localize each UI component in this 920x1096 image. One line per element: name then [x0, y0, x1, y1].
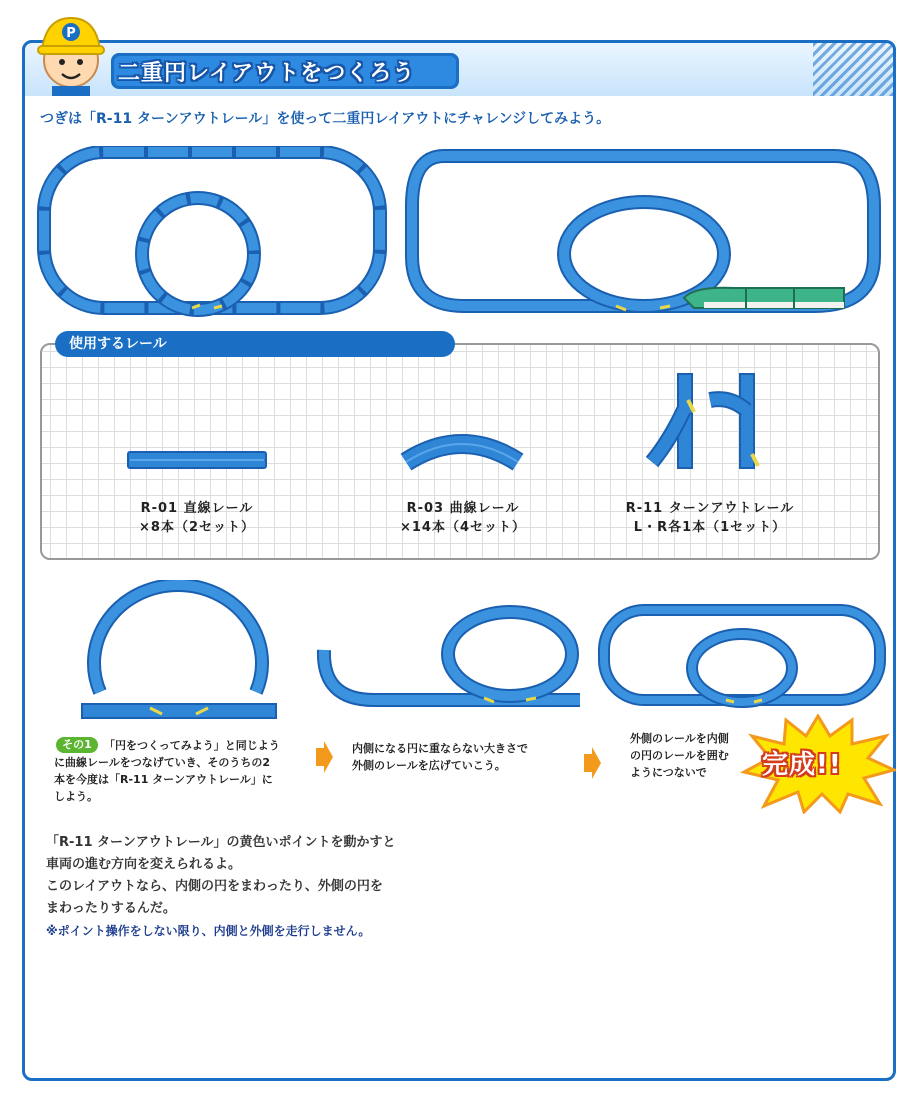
rail-label-r03-name: R-03 曲線レール [406, 501, 520, 516]
straight-rail-icon [126, 448, 268, 472]
layout-photo-left [36, 146, 392, 322]
mascot-icon [30, 10, 112, 96]
note-line2: 車両の進む方向を変えられるよ。 [46, 857, 242, 872]
mascot-badge: P [66, 26, 76, 41]
warning-text: ※ポイント操作をしない限り、内側と外側を走行しません。 [46, 924, 371, 938]
step3-line1: 外側のレールを内側 [630, 732, 729, 745]
arrow-right-icon-2 [582, 746, 602, 780]
step1-line1: 「円をつくってみよう」と同じよう [104, 739, 280, 752]
rail-label-r01-qty: ×8本（2セット） [139, 520, 255, 535]
rail-label-r01 [110, 499, 284, 537]
step1-illustration [80, 580, 280, 728]
step1-line3: 本を今度は「R-11 ターンアウトレール」に [54, 773, 273, 786]
note-line3: このレイアウトなら、内側の円をまわったり、外側の円を [46, 879, 383, 894]
rails-used-title: 使用するレール [55, 331, 455, 357]
note-line4: まわったりするんだ。 [46, 901, 176, 916]
step2-line1: 内側になる円に重ならない大きさで [352, 742, 528, 755]
curved-rail-icon [400, 432, 524, 480]
step2-illustration [314, 604, 590, 710]
step3-line3: ようにつないで [630, 766, 707, 779]
step-badge: その1 [56, 737, 98, 753]
train-icon [684, 288, 844, 308]
step2-text [352, 740, 572, 774]
layout-photo-right [404, 146, 884, 322]
note-text [46, 832, 396, 920]
header-stripes [813, 43, 893, 96]
page-title: 二重円レイアウトをつくろう [118, 61, 416, 86]
arrow-right-icon [314, 740, 334, 774]
intro-text: つぎは「R-11 ターンアウトレール」を使って二重円レイアウトにチャレンジしてみよう。 [40, 111, 611, 127]
complete-label: 完成!! [762, 750, 842, 780]
step1-line4: しよう。 [54, 790, 98, 803]
turnout-rail-icon [640, 370, 772, 470]
rail-label-r11-name: R-11 ターンアウトレール [625, 501, 795, 516]
note-line1: 「R-11 ターンアウトレール」の黄色いポイントを動かすと [46, 835, 396, 850]
step1-line2: に曲線レールをつなげていき、そのうちの2 [54, 756, 270, 769]
step3-line2: の円のレールを囲む [630, 749, 729, 762]
step3-text [630, 730, 750, 781]
rail-label-r03 [376, 499, 550, 537]
rail-label-r11-qty: L・R各1本（1セット） [633, 520, 787, 535]
step2-line2: 外側のレールを広げていこう。 [352, 759, 506, 772]
rail-label-r01-name: R-01 直線レール [140, 501, 254, 516]
rail-label-r03-qty: ×14本（4セット） [399, 520, 527, 535]
rail-label-r11 [608, 499, 812, 537]
step3-illustration [598, 604, 886, 710]
step1-text [54, 754, 304, 805]
